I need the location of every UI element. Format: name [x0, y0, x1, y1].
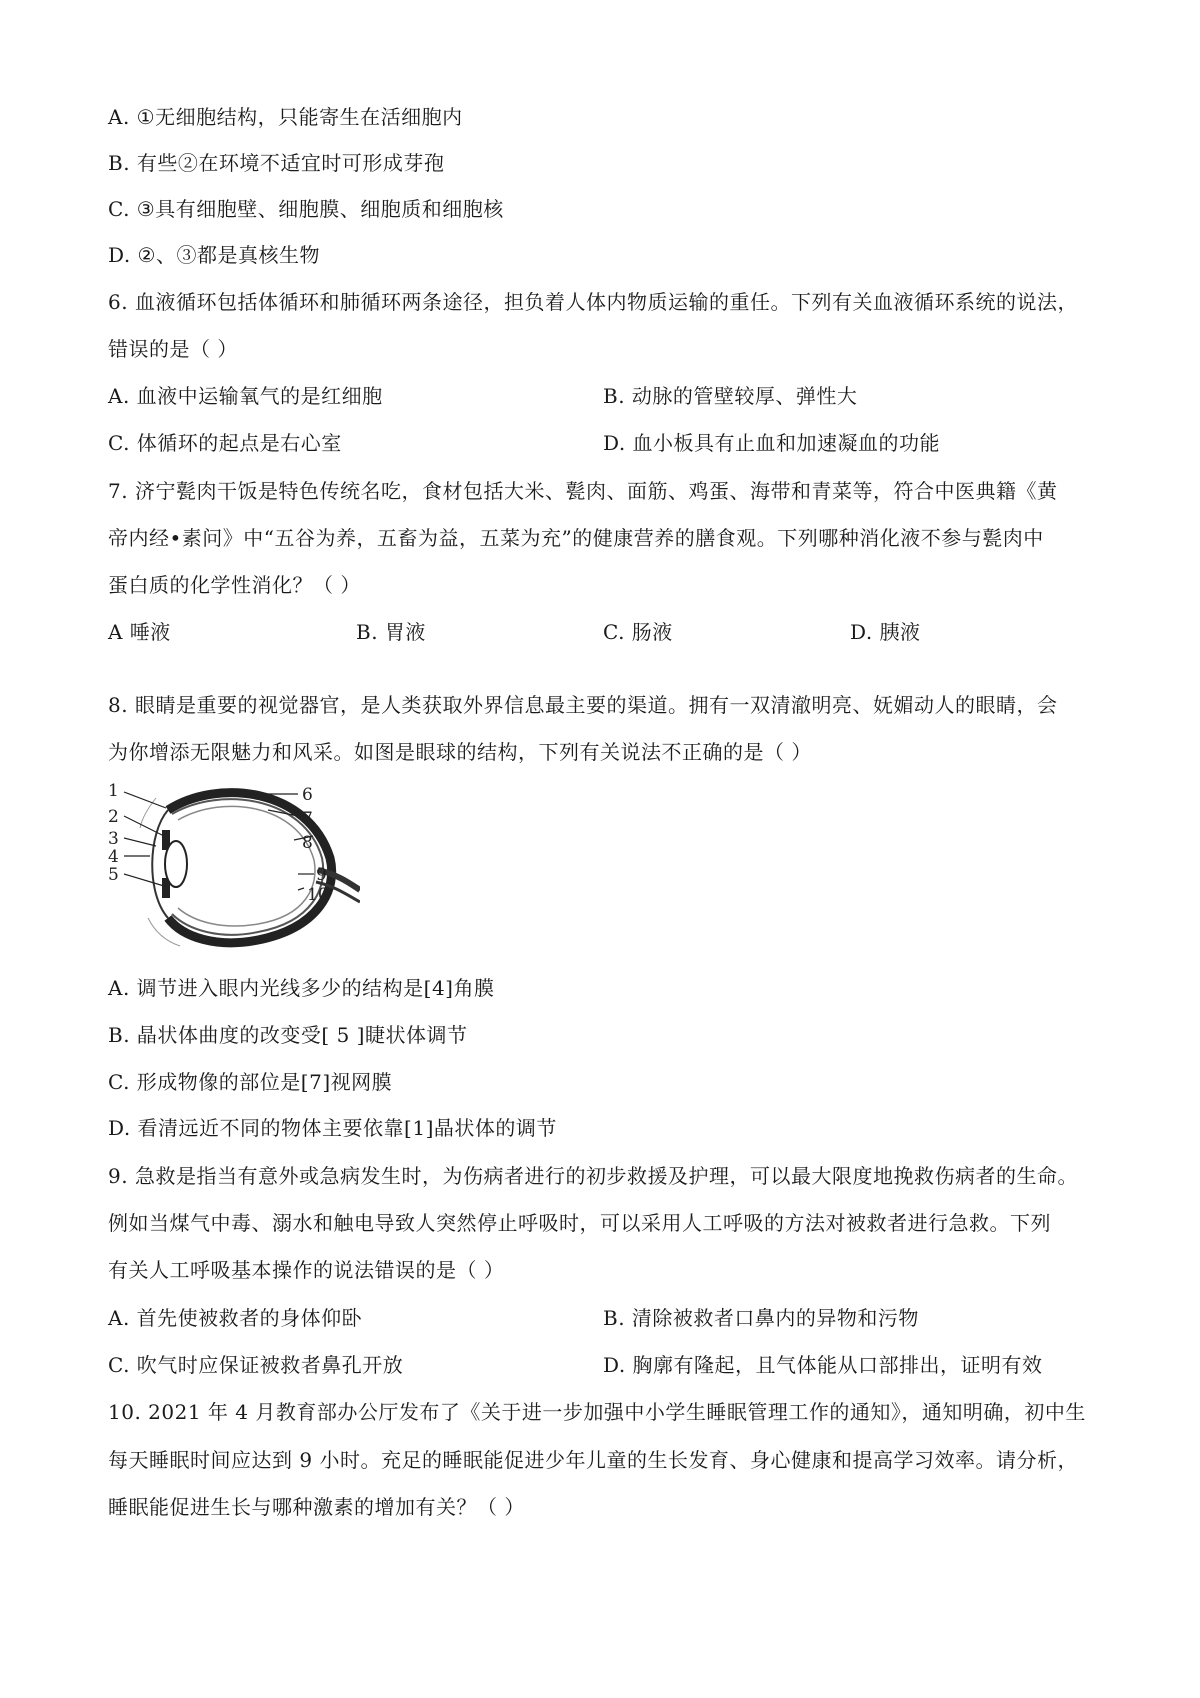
q6-stem-line2: 错误的是（ ） — [108, 337, 238, 361]
q9-stem-line3: 有关人工呼吸基本操作的说法错误的是（ ） — [108, 1258, 505, 1282]
q8-stem-line2: 为你增添无限魅力和风采。如图是眼球的结构，下列有关说法不正确的是（ ） — [108, 740, 812, 764]
q7-stem-line3: 蛋白质的化学性消化？（ ） — [108, 573, 361, 597]
eye-label-6: 6 — [302, 785, 313, 805]
eye-label-5: 5 — [108, 865, 119, 885]
q9-option-a: A. 首先使被救者的身体仰卧 — [108, 1306, 363, 1330]
q9-stem-line1: 9. 急救是指当有意外或急病发生时，为伤病者进行的初步救援及护理，可以最大限度地挽救伤病者的生命。 — [108, 1164, 1078, 1188]
q7-option-d: D. 胰液 — [850, 620, 921, 644]
q9-option-d: D. 胸廓有隆起，且气体能从口部排出，证明有效 — [603, 1353, 1043, 1377]
eye-label-1: 1 — [108, 781, 119, 801]
q6-option-d: D. 血小板具有止血和加速凝血的功能 — [603, 431, 941, 455]
q5-option-a: A. ①无细胞结构，只能寄生在活细胞内 — [108, 105, 463, 129]
q7-option-c: C. 肠液 — [603, 620, 673, 644]
q9-option-c: C. 吹气时应保证被救者鼻孔开放 — [108, 1353, 404, 1377]
eyeball-diagram — [108, 778, 360, 950]
q8-stem-line1: 8. 眼睛是重要的视觉器官，是人类获取外界信息最主要的渠道。拥有一双清澈明亮、妩媚动人的眼睛，会 — [108, 693, 1058, 717]
q8-option-b: B. 晶状体曲度的改变受[ 5 ]睫状体调节 — [108, 1023, 468, 1047]
q6-option-b: B. 动脉的管壁较厚、弹性大 — [603, 384, 858, 408]
q10-stem-line1: 10. 2021 年 4 月教育部办公厅发布了《关于进一步加强中小学生睡眠管理工作的通知》，通知明确，初中生 — [108, 1400, 1086, 1424]
q7-option-b: B. 胃液 — [356, 620, 426, 644]
eye-label-9: 9 — [316, 865, 327, 885]
q8-option-a: A. 调节进入眼内光线多少的结构是[4]角膜 — [108, 976, 495, 1000]
q5-option-b: B. 有些②在环境不适宜时可形成芽孢 — [108, 151, 445, 175]
q5-option-c: C. ③具有细胞壁、细胞膜、细胞质和细胞核 — [108, 197, 504, 221]
eye-label-2: 2 — [108, 807, 119, 827]
eye-label-7: 7 — [302, 809, 313, 829]
q6-stem-line1: 6. 血液循环包括体循环和肺循环两条途径，担负着人体内物质运输的重任。下列有关血液循环系统的说法， — [108, 290, 1078, 314]
q5-option-d: D. ②、③都是真核生物 — [108, 243, 320, 267]
q9-option-b: B. 清除被救者口鼻内的异物和污物 — [603, 1306, 919, 1330]
q7-option-a: A 唾液 — [108, 620, 171, 644]
q6-option-a: A. 血液中运输氧气的是红细胞 — [108, 384, 383, 408]
eye-label-4: 4 — [108, 847, 119, 867]
q7-stem-line2: 帝内经•素问》中“五谷为养，五畜为益，五菜为充”的健康营养的膳食观。下列哪种消化液不参与甏肉中 — [108, 526, 1044, 550]
q9-stem-line2: 例如当煤气中毒、溺水和触电导致人突然停止呼吸时，可以采用人工呼吸的方法对被救者进行急救。下列 — [108, 1211, 1051, 1235]
q10-stem-line2: 每天睡眠时间应达到 9 小时。充足的睡眠能促进少年儿童的生长发育、身心健康和提高学习效率。请分析， — [108, 1448, 1078, 1472]
eye-label-10: 10 — [307, 885, 329, 905]
q8-option-c: C. 形成物像的部位是[7]视网膜 — [108, 1070, 393, 1094]
q10-stem-line3: 睡眠能促进生长与哪种激素的增加有关？（ ） — [108, 1495, 525, 1519]
q6-option-c: C. 体循环的起点是右心室 — [108, 431, 342, 455]
eye-label-3: 3 — [108, 829, 119, 849]
q7-stem-line1: 7. 济宁甏肉干饭是特色传统名吃，食材包括大米、甏肉、面筋、鸡蛋、海带和青菜等，符合中医典籍《黄 — [108, 479, 1058, 503]
eye-label-8: 8 — [302, 833, 313, 853]
q8-option-d: D. 看清远近不同的物体主要依靠[1]晶状体的调节 — [108, 1116, 557, 1140]
